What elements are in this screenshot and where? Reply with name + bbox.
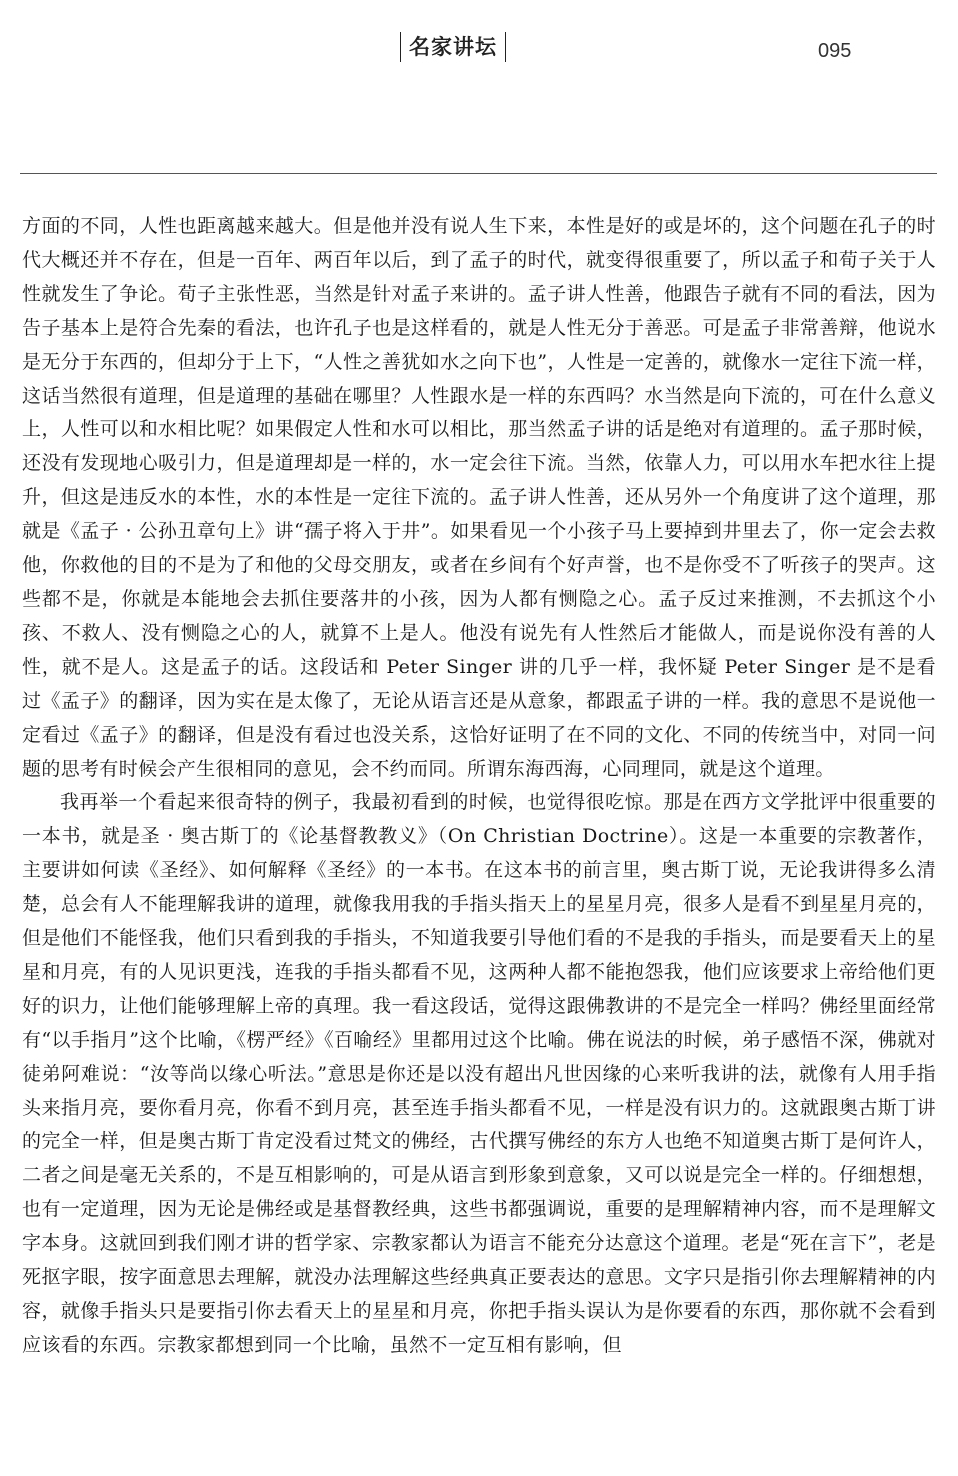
page-header (0, 30, 958, 70)
header-divider (20, 173, 937, 174)
paragraph: 我再举一个看起来很奇特的例子，我最初看到的时候，也觉得很吃惊。那是在西方文学批评中很重要的一本书，就是圣 · 奥古斯丁的《论基督教教义》（On Christian Doctrine）。这是一本重要的宗教著作，主要讲如何读《圣经》、如何解释《圣经》的一本书。在这本书的前言里，奥古斯丁说，无论我讲得多么清楚，总会有人不能理解我讲的道理，就像我用我的手指头指天上的星星月亮，很多人是看不到星星月亮的，但是他们不能怪我，他们只看到我的手指头，不知道我要引导他们看的不是我的手指头，而是要看天上的星星和月亮，有的人见识更浅，连我的手指头都看不见，这两种人都不能抱怨我，他们应该要求上帝给他们更好的识力，让他们能够理解上帝的真理。我一看这段话，觉得这跟佛教讲的不是完全一样吗？佛经里面经常有“以手指月”这个比喻，《楞严经》《百喻经》里都用过这个比喻。佛在说法的时候，弟子感悟不深，佛就对徒弟阿难说：“汝等尚以缘心听法。”意思是你还是以没有超出凡世因缘的心来听我讲的法，就像有人用手指头来指月亮，要你看月亮，你看不到月亮，甚至连手指头都看不见，一样是没有识力的。这就跟奥古斯丁讲的完全一样，但是奥古斯丁肯定没看过梵文的佛经，古代撰写佛经的东方人也绝不知道奥古斯丁是何许人，二者之间是毫无关系的，不是互相影响的，可是从语言到形象到意象，又可以说是完全一样的。仔细想想，也有一定道理，因为无论是佛经或是基督教经典，这些书都强调说，重要的是理解精神内容，而不是理解文字本身。这就回到我们刚才讲的哲学家、宗教家都认为语言不能充分达意这个道理。老是“死在言下”，老是死抠字眼，按字面意思去理解，就没办法理解这些经典真正要表达的意思。文字只是指引你去理解精神的内容，就像手指头只是要指引你去看天上的星星和月亮，你把手指头误认为是你要看的东西，那你就不会看到应该看的东西。宗教家都想到同一个比喻，虽然不一定互相有影响，但 (22, 791, 936, 1356)
paragraph: 方面的不同，人性也距离越来越大。但是他并没有说人生下来，本性是好的或是坏的，这个问题在孔子的时代大概还并不存在，但是一百年、两百年以后，到了孟子的时代，就变得很重要了，所以孟子和荀子关于人性就发生了争论。荀子主张性恶，当然是针对孟子来讲的。孟子讲人性善，他跟告子就有不同的看法，因为告子基本上是符合先秦的看法，也许孔子也是这样看的，就是人性无分于善恶。可是孟子非常善辩，他说水是无分于东西的，但却分于上下，“人性之善犹如水之向下也”，人性是一定善的，就像水一定往下流一样，这话当然很有道理，但是道理的基础在哪里？人性跟水是一样的东西吗？水当然是向下流的，可在什么意义上，人性可以和水相比呢？如果假定人性和水可以相比，那当然孟子讲的话是绝对有道理的。孟子那时候，还没有发现地心吸引力，但是道理却是一样的，水一定会往下流。当然，依靠人力，可以用水车把水往上提升，但这是违反水的本性，水的本性是一定往下流的。孟子讲人性善，还从另外一个角度讲了这个道理，那就是《孟子 · 公孙丑章句上》讲“孺子将入于井”。如果看见一个小孩子马上要掉到井里去了，你一定会去救他，你救他的目的不是为了和他的父母交朋友，或者在乡间有个好声誉，也不是你受不了听孩子的哭声。这些都不是，你就是本能地会去抓住要落井的小孩，因为人都有恻隐之心。孟子反过来推测，不去抓这个小孩、不救人、没有恻隐之心的人，就算不上是人。他没有说先有人性然后才能做人，而是说你没有善的人性，就不是人。这是孟子的话。这段话和 Peter Singer 讲的几乎一样，我怀疑 Peter Singer 是不是看过《孟子》的翻译，因为实在是太像了，无论从语言还是从意象，都跟孟子讲的一样。我的意思不是说他一定看过《孟子》的翻译，但是没有看过也没关系，这恰好证明了在不同的文化、不同的传统当中，对同一问题的思考有时候会产生很相同的意见，会不约而同。所谓东海西海，心同理同，就是这个道理。 (22, 215, 936, 780)
section-title: 名家讲坛 (400, 32, 506, 62)
article-body (22, 210, 936, 1363)
page-number: 095 (818, 40, 852, 62)
